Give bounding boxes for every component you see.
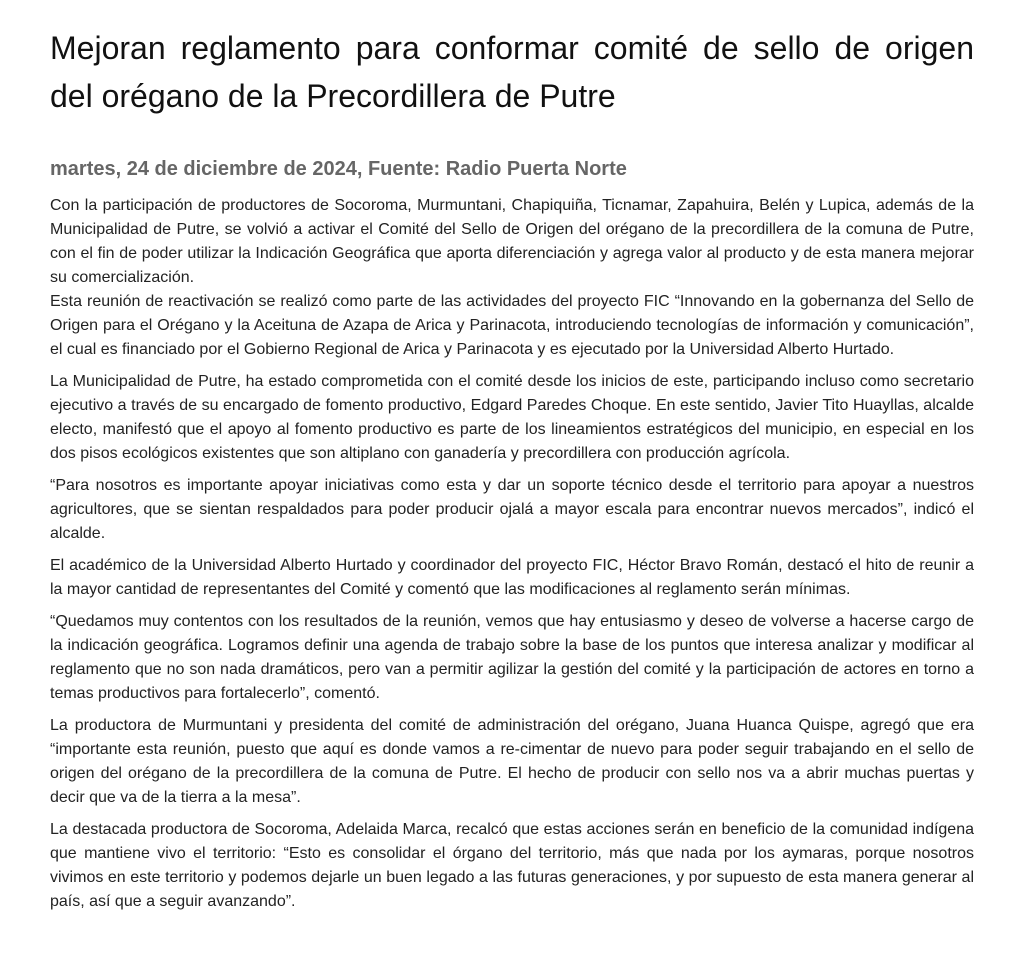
- article-date-source: martes, 24 de diciembre de 2024, Fuente: Radio Puerta Norte: [50, 158, 627, 180]
- article-paragraph: “Quedamos muy contentos con los resultados de la reunión, vemos que hay entusiasmo y deseo de volverse a hacerse cargo de la indicación geográfica. Logramos definir una agenda de trabajo sobre la base de los puntos que interesa analizar y modificar al reglamento que no son nada dramáticos, pero van a permitir agilizar la gestión del comité y la participación de actores en torno a temas productivos para fortalecerlo”, comentó.: [50, 613, 974, 702]
- article-paragraph: La productora de Murmuntani y presidenta del comité de administración del orégano, Juana Huanca Quispe, agregó que era “importante esta reunión, puesto que aquí es donde vamos a re-cimentar de nuevo para poder seguir trabajando en el sello de origen del orégano de la precordillera de la comuna de Putre. El hecho de producir con sello nos va a abrir muchas puertas y decir que va de la tierra a la mesa”.: [50, 717, 974, 806]
- article-paragraph: Con la participación de productores de Socoroma, Murmuntani, Chapiquiña, Ticnamar, Zapahuira, Belén y Lupica, además de la Municipalidad de Putre, se volvió a activar el Comité del Sello de Origen del orégano de la precordillera de la comuna de Putre, con el fin de poder utilizar la Indicación Geográfica que aporta diferenciación y agrega valor al producto y de esta manera mejorar su comercialización.: [50, 197, 974, 286]
- article-paragraph: El académico de la Universidad Alberto Hurtado y coordinador del proyecto FIC, Héctor Bravo Román, destacó el hito de reunir a la mayor cantidad de representantes del Comité y comentó que las modificaciones al reglamento serán mínimas.: [50, 557, 974, 598]
- news-article: [50, 24, 974, 922]
- article-body: [50, 194, 974, 914]
- article-paragraph: “Para nosotros es importante apoyar iniciativas como esta y dar un soporte técnico desde el territorio para apoyar a nuestros agricultores, que se sientan respaldados para poder producir ojalá a mayor escala para encontrar nuevos mercados”, indicó el alcalde.: [50, 477, 974, 542]
- article-paragraph: La Municipalidad de Putre, ha estado comprometida con el comité desde los inicios de este, participando incluso como secretario ejecutivo a través de su encargado de fomento productivo, Edgard Paredes Choque. En este sentido, Javier Tito Huayllas, alcalde electo, manifestó que el apoyo al fomento productivo es parte de los lineamientos estratégicos del municipio, en especial en los dos pisos ecológicos existentes que son altiplano con ganadería y precordillera con producción agrícola.: [50, 373, 974, 462]
- article-paragraph: Esta reunión de reactivación se realizó como parte de las actividades del proyecto FIC “Innovando en la gobernanza del Sello de Origen para el Orégano y la Aceituna de Azapa de Arica y Parinacota, introduciendo tecnologías de información y comunicación”, el cual es financiado por el Gobierno Regional de Arica y Parinacota y es ejecutado por la Universidad Alberto Hurtado.: [50, 293, 974, 358]
- article-title: Mejoran reglamento para conformar comité de sello de origen del orégano de la Precordillera de Putre: [50, 30, 974, 114]
- article-paragraph: La destacada productora de Socoroma, Adelaida Marca, recalcó que estas acciones serán en beneficio de la comunidad indígena que mantiene vivo el territorio: “Esto es consolidar el órgano del territorio, más que nada por los aymaras, porque nosotros vivimos en este territorio y podemos dejarle un buen legado a las futuras generaciones, y por supuesto de esta manera generar al país, así que a seguir avanzando”.: [50, 821, 974, 910]
